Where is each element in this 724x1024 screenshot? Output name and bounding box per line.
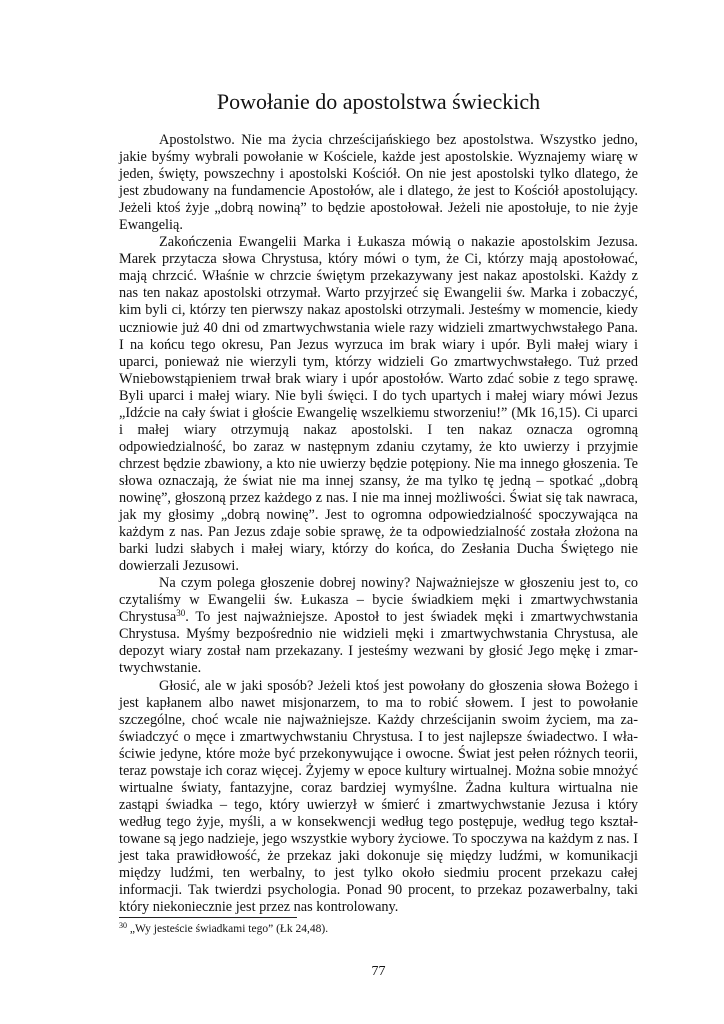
paragraph-glosic: Głosić, ale w jaki sposób? Jeżeli ktoś jest powołany do głoszenia słowa Bożego i jest kapłanem albo nawet misjonarzem, to ma to robić słowem. I jest to powołanie szczególne, choć wcale nie najważniejsze. Każdy chrześcijanin swoim życiem, ma zaświadczyć o męce i zmartwychwstaniu Chrystusa. I to jest najlepsze świadectwo. I właściwie jedyne, które może być przekonywujące i owocne. Świat jest pełen różnych teorii, teraz powstaje ich coraz więcej. Żyjemy w epoce kultury wirtualnej. Można sobie mnożyć wirtualne światy, fantazyjne, coraz bardziej wymyślne. Żadna kultura wirtualna nie zastąpi świadka – tego, który uwierzył w śmierć i zmartwychwstanie Jezusa i który według tego żyje, myśli, a w konsekwencji według tego postępuje, według tego kształtowane są jego nadzieje, jego wszystkie wybory życiowe. To spoczywa na każdym z nas. I jest taka prawidłowość, że przekaz jaki dokonuje się między ludźmi, w komunikacji między ludźmi, ten werbalny, to jest tylko około siedmiu procent przekazu całej informacji. Tak twierdzi psychologia. Ponad 90 procent, to przekaz pozawerbalny, taki który niekoniecznie jest przez nas kontrolowany. <box>119 677 638 916</box>
footnote-divider <box>119 917 297 918</box>
paragraph-apostolstwo: Apostolstwo. Nie ma życia chrześcijańskiego bez apostolstwa. Wszystko jedno, jakie byśmy wybrali powołanie w Kościele, każde jest apostolskie. Wyznajemy wiarę w jeden, święty, powszechny i apostolski Kościół. On nie jest apostolski tylko dlatego, że jest zbudowany na fundamencie Apostołów, ale i dlatego, że jest to Kościół apostolujący. Jeżeli ktoś żyje „dobrą nowiną” to będzie apostołował. Jeżeli nie apostołuje, to nie żyje Ewangelią. <box>119 132 638 234</box>
footnote-text: „Wy jesteście świadkami tego” (Łk 24,48). <box>127 923 329 935</box>
footnote <box>119 922 638 936</box>
paragraph-zakonczenia: Zakończenia Ewangelii Marka i Łukasza mówią o nakazie apostolskim Jezusa. Marek przytacza słowa Chrystusa, który mówi o tym, że Ci, którzy mają apostołować, mają chrzcić. Właśnie w chrzcie świętym przekazywany jest nakaz apostolski. Każdy z nas ten nakaz apostolski otrzymał. Warto przyjrzeć się Ewangelii św. Marka i zobaczyć, kim byli ci, którzy ten pierwszy nakaz apostolski otrzymali. Jesteśmy w momencie, kiedy uczniowie już 40 dni od zmartwychwstania wiele razy widzieli zmartwychwstałego Pana. I na końcu tego okresu, Pan Jezus wyrzuca im brak wiary i upór. Byli małej wiary i uparci, ponieważ nie wierzyli tym, którzy widzieli Go zmartwychwstałego. Tuż przed Wniebowstąpieniem trwał brak wiary i upór apostołów. Warto zdać sobie z tego sprawę. Byli uparci i małej wiary. Nie byli święci. I do tych upartych i małej wiary mówi Jezus „Idźcie na cały świat i głoście Ewangelię wszelkiemu stworzeniu!” (Mk 16,15). Ci uparci i małej wiary otrzymują nakaz apostolski. I ten nakaz oznacza ogromną odpowiedzialność, bo zaraz w następnym zdaniu czytamy, że kto uwierzy i przyjmie chrzest będzie zbawiony, a kto nie uwierzy będzie potępiony. Nie ma innego głoszenia. Te słowa oznaczają, że świat nie ma innej szansy, że ma tylko tę jedną – spotkać „dobrą nowinę”, głoszoną przez każdego z nas. I nie ma innej możliwości. Świat się tak nawraca, jak my głosimy „dobrą nowinę”. Jest to ogromna odpowiedzialność spoczywająca na każdym z nas. Pan Jezus zdaje sobie sprawę, że ta odpowiedzialność została złożona na barki ludzi słabych i małej wiary, którzy do końca, do Zesłania Ducha Świętego nie dowierzali Jezusowi. <box>119 234 638 575</box>
paragraph-text-after-ref: . To jest najważniejsze. Apostoł to jest świadek męki i zmartwychwstania Chrystusa. Myśmy bezpośrednio nie widzieli męki i zmartwychwstania Chrystusa, ale depozyt wiary został nam przekazany. I jesteśmy wezwani by głosić Jego mękę i zmartwychwstanie. <box>119 609 638 677</box>
footnote-reference[interactable]: 30 <box>176 608 186 619</box>
paragraph-text-before-ref: Na czym polega głoszenie dobrej nowiny? Najważniejsze w głoszeniu jest to, co czytaliśmy w Ewangelii św. Łukasza – bycie świadkiem męki i zmartwychwstania Chrystusa <box>119 575 638 626</box>
document-page <box>119 0 638 1024</box>
chapter-title: Powołanie do apostolstwa świeckich <box>216 89 541 114</box>
footnote-number: 30 <box>119 921 127 930</box>
page-number: 77 <box>371 964 386 979</box>
body-text <box>119 132 638 916</box>
paragraph-glosenie <box>119 575 638 677</box>
